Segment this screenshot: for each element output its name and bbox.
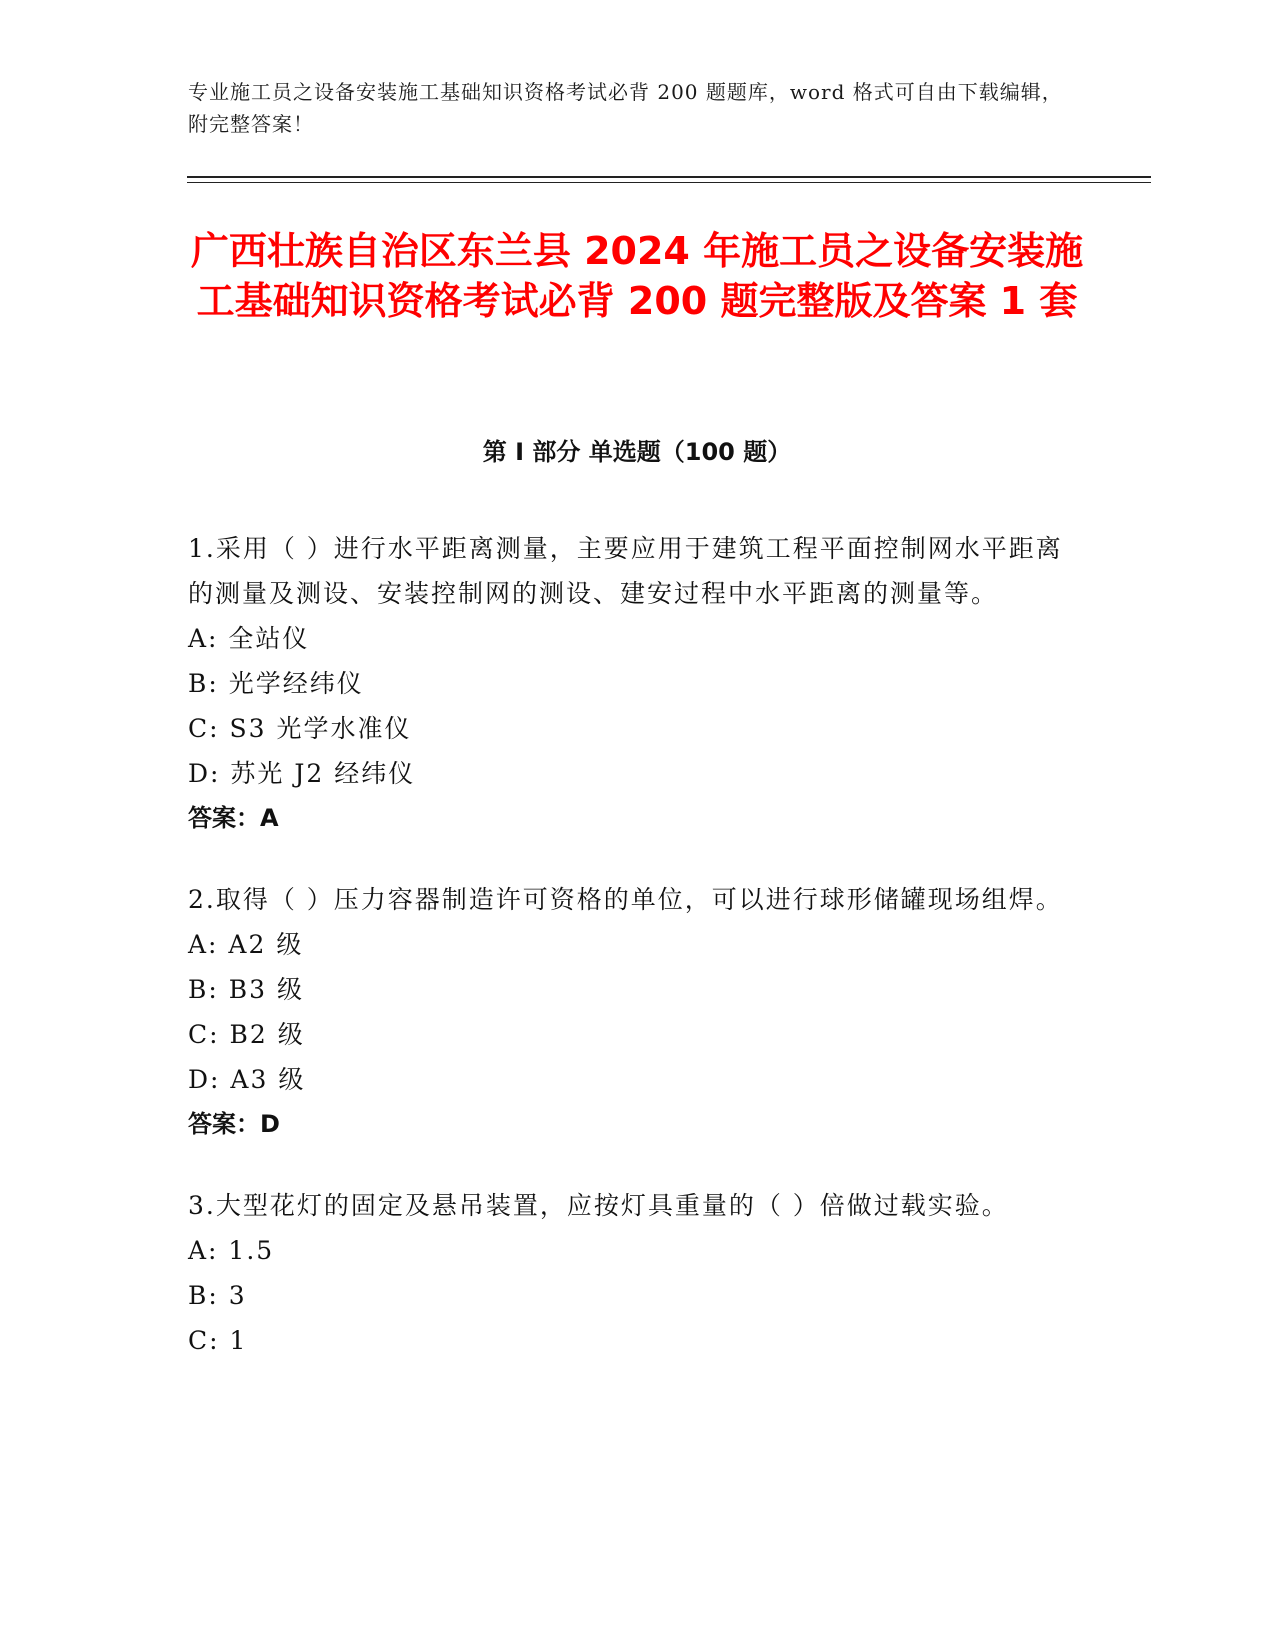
header-divider-thin — [187, 182, 1151, 183]
header-note: 专业施工员之设备安装施工基础知识资格考试必背 200 题题库，word 格式可自由下载编辑，附完整答案！ — [188, 80, 1063, 136]
option-b: B: B3 级 — [188, 975, 304, 1004]
option-c: C: 1 — [188, 1326, 248, 1355]
question-3 — [188, 1183, 1068, 1363]
answer: 答案：D — [188, 1110, 280, 1138]
question-2 — [188, 877, 1068, 1147]
header-divider — [187, 176, 1151, 178]
answer: 答案：A — [188, 804, 279, 832]
option-a: A: 全站仪 — [188, 624, 310, 653]
option-a: A: A2 级 — [188, 930, 304, 959]
option-a: A: 1.5 — [188, 1236, 275, 1265]
document-title: 广西壮族自治区东兰县 2024 年施工员之设备安装施工基础知识资格考试必背 200 题完整版及答案 1 套 — [190, 229, 1084, 323]
option-b: B: 光学经纬仪 — [188, 669, 364, 698]
question-1 — [188, 526, 1068, 841]
option-d: D: 苏光 J2 经纬仪 — [188, 759, 416, 788]
question-stem: 1.采用（ ）进行水平距离测量，主要应用于建筑工程平面控制网水平距离的测量及测设、安装控制网的测设、建安过程中水平距离的测量等。 — [188, 534, 1063, 608]
section-title: 第 I 部分 单选题（100 题） — [482, 438, 792, 466]
question-list — [188, 526, 1068, 1399]
option-c: C: S3 光学水准仪 — [188, 714, 412, 743]
option-d: D: A3 级 — [188, 1065, 306, 1094]
option-c: C: B2 级 — [188, 1020, 305, 1049]
question-stem: 2.取得（ ）压力容器制造许可资格的单位，可以进行球形储罐现场组焊。 — [188, 885, 1063, 914]
option-b: B: 3 — [188, 1281, 247, 1310]
question-stem: 3.大型花灯的固定及悬吊装置，应按灯具重量的（ ）倍做过载实验。 — [188, 1191, 1009, 1220]
